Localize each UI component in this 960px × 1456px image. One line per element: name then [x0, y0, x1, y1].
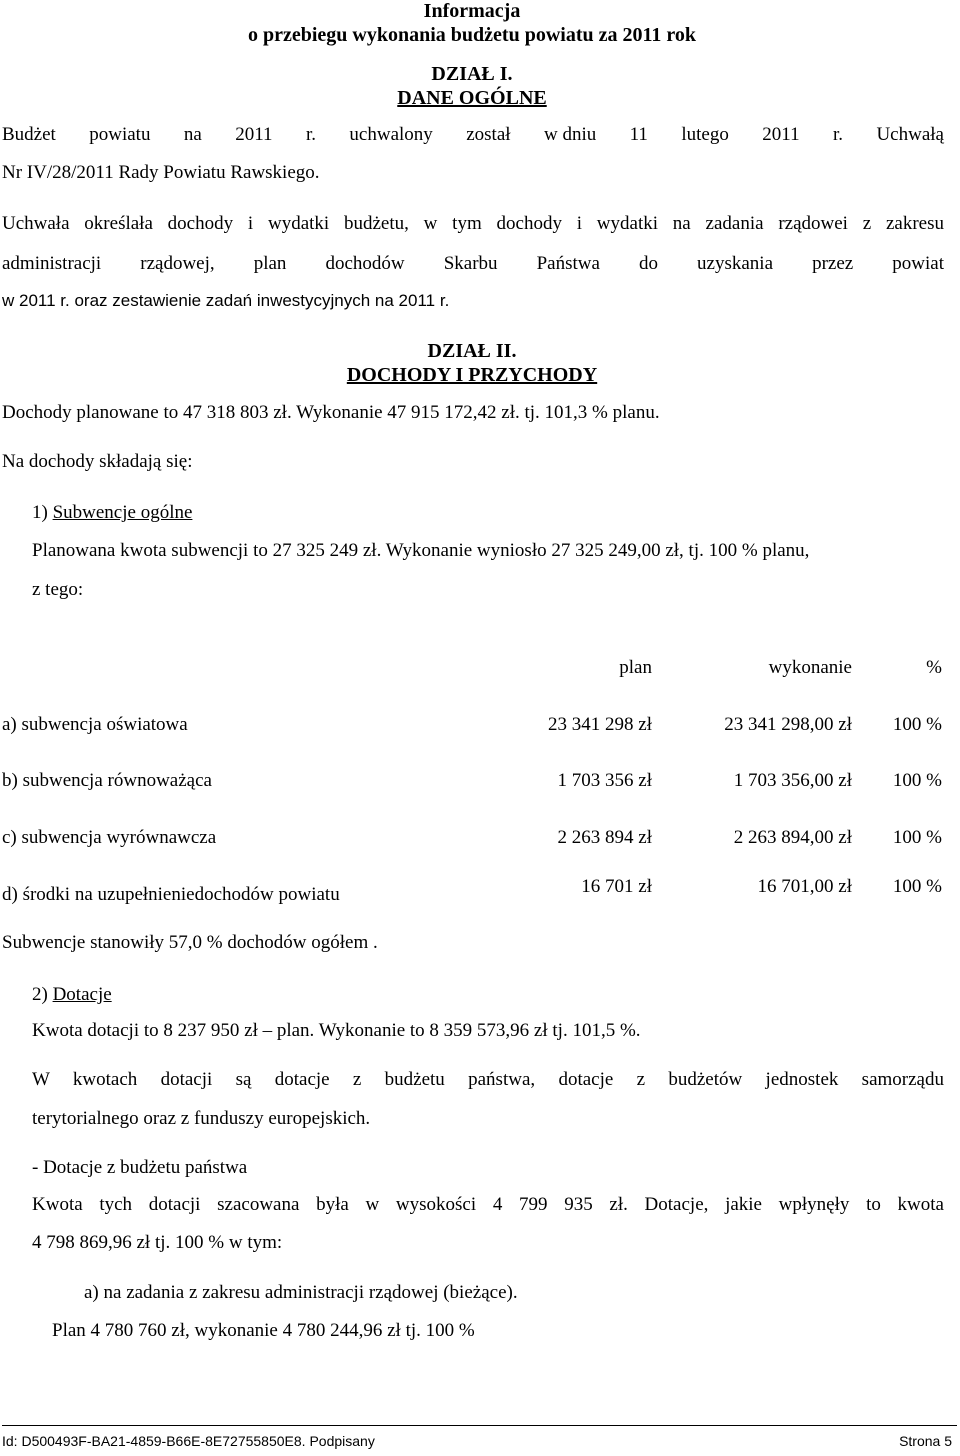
row-label: a) subwencja oświatowa	[2, 714, 188, 735]
col-plan-header: plan	[619, 657, 652, 678]
intro-line1	[2, 124, 944, 146]
intro-word: r.	[833, 124, 844, 145]
subsidies-summary: Subwencje stanowiły 57,0 % dochodów ogółem .	[2, 932, 378, 953]
row-plan: 2 263 894 zł	[557, 827, 652, 848]
income-line: Dochody planowane to 47 318 803 zł. Wykonanie 47 915 172,42 zł. tj. 101,3 % planu.	[2, 402, 660, 423]
table-row	[0, 770, 944, 796]
section2-title: DZIAŁ II.	[427, 340, 517, 362]
intro-para2-line2: administracji rządowej, plan dochodów Skarbu Państwa do uzyskania przez powiat	[2, 253, 944, 274]
row-plan: 23 341 298 zł	[548, 714, 652, 735]
grants-number: 2)	[32, 984, 48, 1005]
row-plan: 1 703 356 zł	[557, 770, 652, 791]
row-label: c) subwencja wyrównawcza	[2, 827, 217, 848]
row-wyk: 23 341 298,00 zł	[724, 714, 852, 735]
intro-word: 2011	[762, 124, 800, 145]
row-plan: 16 701 zł	[581, 876, 652, 897]
intro-word: uchwalony	[349, 124, 433, 145]
subsidies-line2: z tego:	[32, 579, 84, 600]
intro-word: powiatu	[89, 124, 151, 145]
row-pct: 100 %	[892, 827, 942, 848]
intro-word: w dniu	[543, 124, 597, 145]
row-wyk: 1 703 356,00 zł	[733, 770, 852, 791]
section2-name: DOCHODY I PRZYCHODY	[346, 364, 598, 386]
section1-name: DANE OGÓLNE	[397, 87, 547, 109]
grants-heading	[32, 984, 112, 1006]
row-wyk: 2 263 894,00 zł	[733, 827, 852, 848]
document-title: Informacja	[423, 0, 521, 22]
row-wyk: 16 701,00 zł	[757, 876, 852, 897]
subsidies-number: 1)	[32, 502, 48, 523]
state-grants-sub-a: a) na zadania z zakresu administracji rządowej (bieżące).	[84, 1282, 518, 1303]
section1-title: DZIAŁ I.	[431, 63, 513, 85]
intro-word: 2011	[235, 124, 273, 145]
state-grants-line1: Kwota tych dotacji szacowana była w wysokości 4 799 935 zł. Dotacje, jakie wpłynęły to kwota	[32, 1194, 944, 1215]
table-row	[0, 714, 944, 740]
intro-word: na	[183, 124, 202, 145]
intro-line2: Nr IV/28/2011 Rady Powiatu Rawskiego.	[2, 162, 320, 183]
grants-para-line2: terytorialnego oraz z funduszy europejskich.	[32, 1108, 371, 1129]
subsidies-line1: Planowana kwota subwencji to 27 325 249 zł. Wykonanie wyniosło 27 325 249,00 zł, tj. 100 % planu,	[32, 540, 810, 561]
table-header-row	[0, 657, 944, 683]
row-label: b) subwencja równoważąca	[2, 770, 212, 791]
state-grants-heading: - Dotacje z budżetu państwa	[32, 1157, 248, 1178]
row-pct: 100 %	[892, 876, 942, 897]
row-label: d) środki na uzupełnieniedochodów powiatu	[2, 884, 340, 905]
row-pct: 100 %	[892, 770, 942, 791]
table-row	[0, 876, 944, 905]
intro-para2-line1: Uchwała określała dochody i wydatki budżetu, w tym dochody i wydatki na zadania rządowei z zakresu	[2, 213, 944, 234]
row-pct: 100 %	[892, 714, 942, 735]
footer-id: Id: D500493F-BA21-4859-B66E-8E72755850E8. Podpisany	[2, 1433, 375, 1449]
intro-word: został	[466, 124, 511, 145]
intro-word: lutego	[681, 124, 729, 145]
grants-line1: Kwota dotacji to 8 237 950 zł – plan. Wykonanie to 8 359 573,96 zł tj. 101,5 %.	[32, 1020, 641, 1041]
intro-para2-line3: w 2011 r. oraz zestawienie zadań inwestycyjnych na 2011 r.	[2, 291, 450, 310]
state-grants-sub-a-plan: Plan 4 780 760 zł, wykonanie 4 780 244,96 zł tj. 100 %	[52, 1320, 475, 1341]
footer-divider	[2, 1425, 957, 1426]
intro-word: Uchwałą	[876, 124, 944, 145]
table-row	[0, 827, 944, 853]
subsidies-label: Subwencje ogólne	[52, 502, 193, 523]
intro-word: Budżet	[2, 124, 56, 145]
state-grants-line2: 4 798 869,96 zł tj. 100 % w tym:	[32, 1232, 283, 1253]
footer-page-number: Strona 5	[899, 1433, 952, 1449]
col-pct-header: %	[926, 657, 942, 678]
intro-word: 11	[629, 124, 648, 145]
intro-word: r.	[305, 124, 316, 145]
col-wyk-header: wykonanie	[768, 657, 852, 678]
composed-line: Na dochody składają się:	[2, 451, 193, 472]
document-subtitle: o przebiegu wykonania budżetu powiatu za 2011 rok	[247, 24, 697, 46]
grants-label: Dotacje	[52, 984, 112, 1005]
grants-para-line1: W kwotach dotacji są dotacje z budżetu państwa, dotacje z budżetów jednostek samorządu	[32, 1069, 944, 1090]
subsidies-heading	[32, 502, 192, 524]
